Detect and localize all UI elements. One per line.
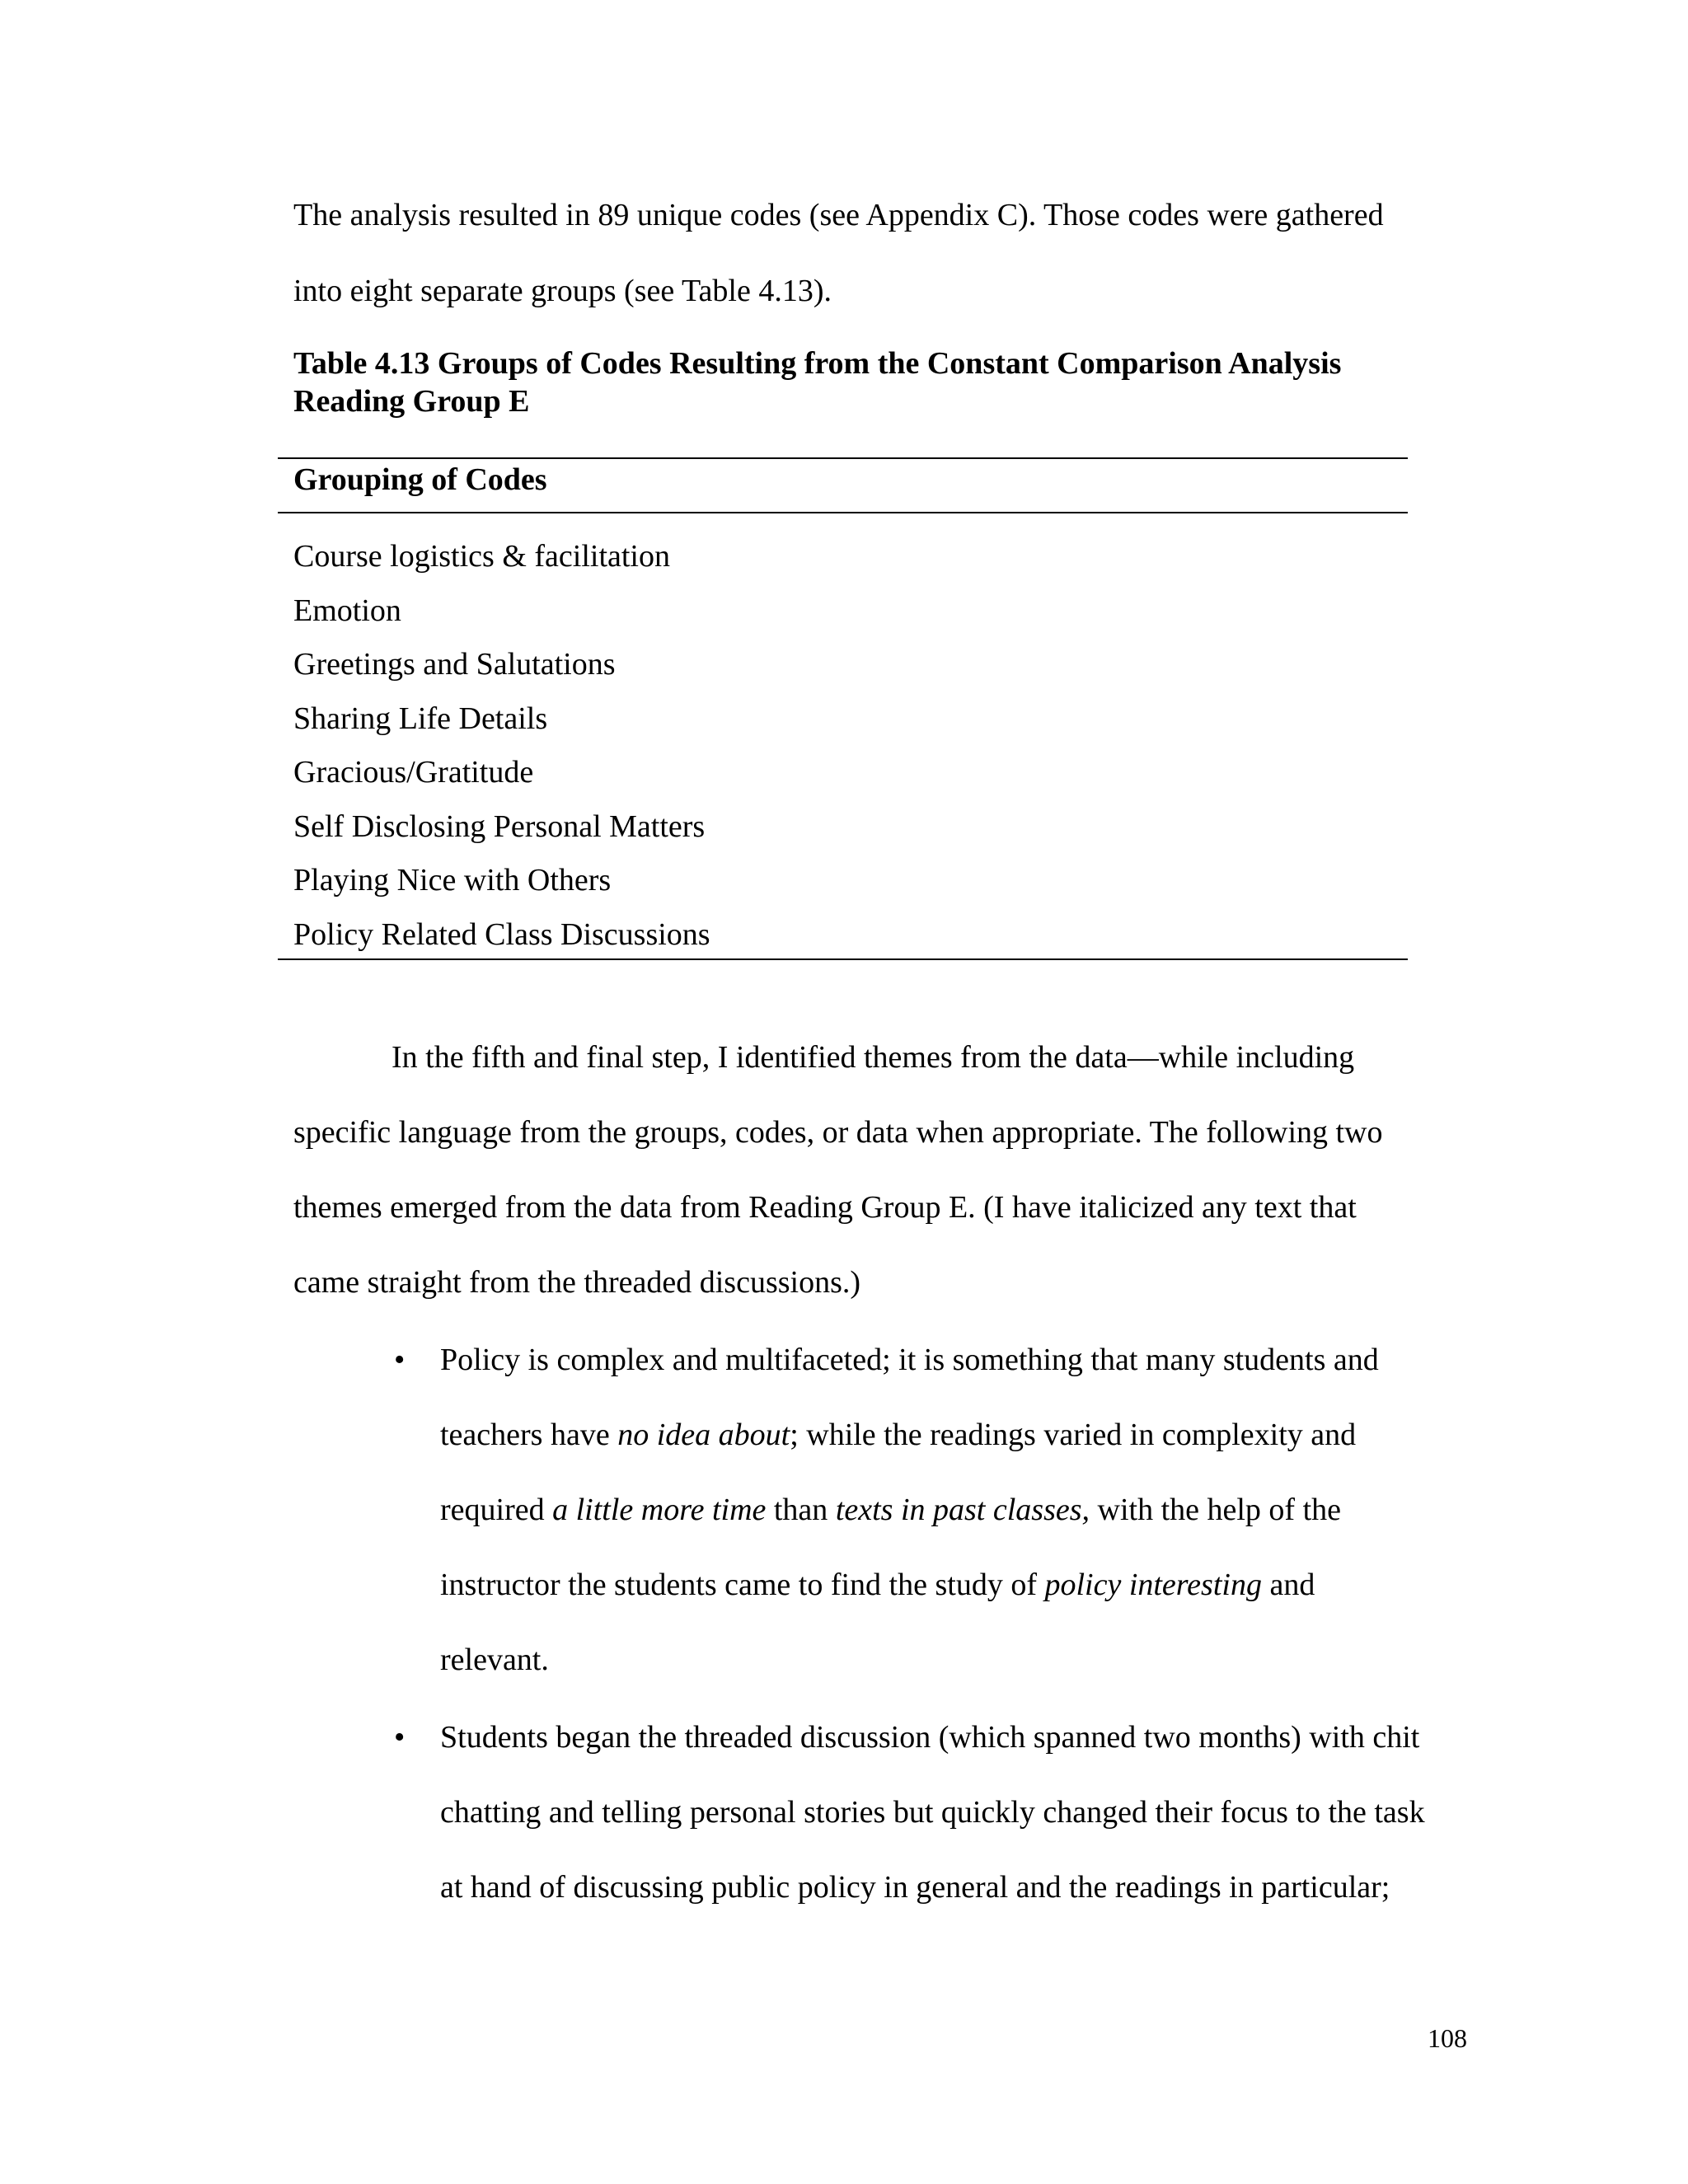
table-body <box>293 530 710 962</box>
italic-run: no idea about <box>617 1418 790 1452</box>
bullet-1-line-1: Policy is complex and multifaceted; it is something that many students and <box>440 1343 1379 1377</box>
table-caption <box>293 344 1341 420</box>
bullet-2-line-3: at hand of discussing public policy in general and the readings in particular; <box>440 1870 1390 1905</box>
bullet-2-line-2: chatting and telling personal stories but quickly changed their focus to the task <box>440 1795 1425 1830</box>
table-row: Sharing Life Details <box>293 701 548 736</box>
intro-line-1: The analysis resulted in 89 unique codes (see Appendix C). Those codes were gathered <box>293 198 1384 232</box>
text-run: teachers have <box>440 1418 618 1452</box>
bullet-1-line-4 <box>440 1566 1315 1604</box>
italic-run: texts in past classes, <box>835 1493 1090 1527</box>
paragraph-line-1: In the fifth and final step, I identified themes from the data—while including <box>392 1040 1355 1075</box>
text-run: than <box>766 1493 836 1527</box>
italic-run: a little more time <box>552 1493 767 1527</box>
bullet-1-line-3 <box>440 1491 1341 1529</box>
table-bottom-rule <box>278 958 1408 960</box>
table-header-rule <box>278 512 1408 513</box>
table-row: Playing Nice with Others <box>293 863 612 898</box>
paragraph-line-4: came straight from the threaded discussions.) <box>293 1265 861 1300</box>
text-run: and <box>1261 1568 1315 1602</box>
table-row: Gracious/Gratitude <box>293 755 534 790</box>
table-caption-line-2: Reading Group E <box>293 384 530 419</box>
bullet-2-line-1: Students began the threaded discussion (which spanned two months) with chit <box>440 1720 1420 1755</box>
table-caption-line-1: Table 4.13 Groups of Codes Resulting from the Constant Comparison Analysis <box>293 346 1342 381</box>
paragraph-line-3: themes emerged from the data from Reading Group E. (I have italicized any text that <box>293 1190 1357 1225</box>
paragraph-line-2: specific language from the groups, codes, or data when appropriate. The following two <box>293 1115 1383 1150</box>
table-row: Course logistics & facilitation <box>293 539 670 574</box>
italic-run: policy interesting <box>1044 1568 1262 1602</box>
table-row: Greetings and Salutations <box>293 647 616 682</box>
table-row: Self Disclosing Personal Matters <box>293 808 706 844</box>
text-run: required <box>440 1493 553 1527</box>
text-run: instructor the students came to find the study of <box>440 1568 1045 1602</box>
bullet-1-line-2 <box>440 1416 1356 1454</box>
table-header: Grouping of Codes <box>293 462 547 497</box>
text-run: with the help of the <box>1090 1493 1341 1527</box>
table-row: Policy Related Class Discussions <box>293 916 710 952</box>
table-top-rule <box>278 457 1408 459</box>
text-run: ; while the readings varied in complexity and <box>790 1418 1357 1452</box>
bullet-marker: • <box>394 1720 406 1755</box>
bullet-marker: • <box>394 1343 406 1377</box>
page-number: 108 <box>1428 2023 1467 2053</box>
table-row: Emotion <box>293 593 401 628</box>
intro-line-2: into eight separate groups (see Table 4.13). <box>293 274 832 308</box>
bullet-1-line-5: relevant. <box>440 1643 549 1677</box>
